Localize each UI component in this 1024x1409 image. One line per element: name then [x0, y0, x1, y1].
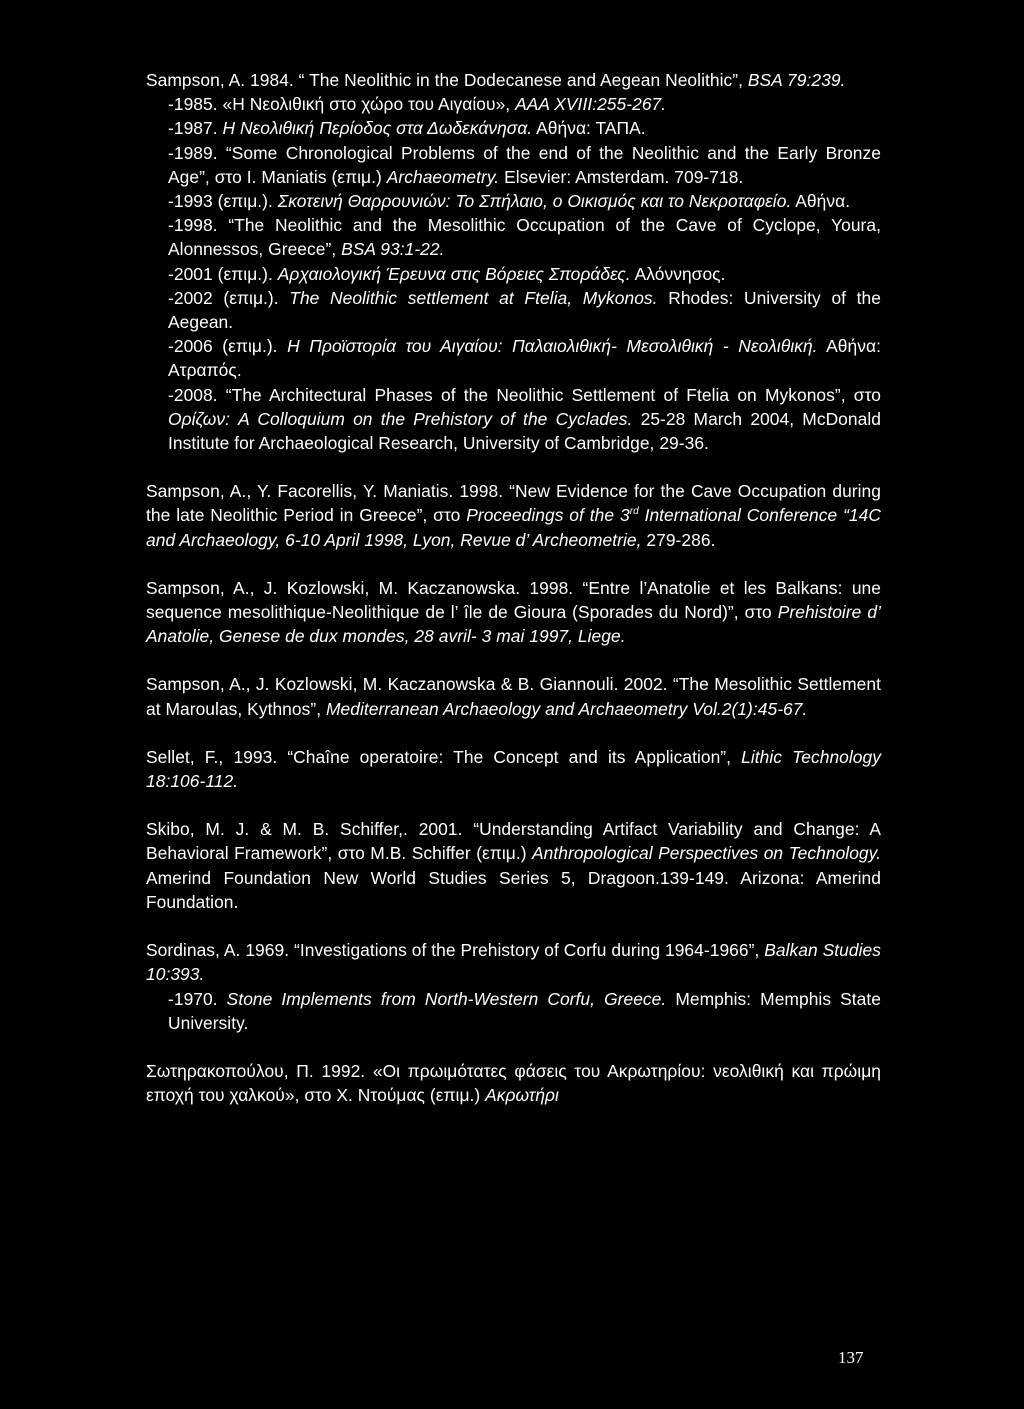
entry-text: Skibo, M. J. & M. B. Schiffer,. 2001. “Understanding Artifact Variability and Change: A Behavioral Framework”, στο M.B. Schiffer (επιμ.) — [146, 819, 881, 864]
bibliography-entry — [146, 938, 881, 986]
entry-text: Σωτηρακοπούλου, Π. 1992. «Οι πρωιμότατες φάσεις του Ακρωτηρίου: νεολιθική και πρώιμη εποχή του χαλκού», στο Χ. Ντούμας (επιμ.) — [146, 1060, 881, 1106]
page-number: 137 — [838, 1348, 864, 1367]
bibliography-entry — [146, 213, 881, 261]
bibliography-entry — [146, 817, 881, 914]
entry-text: Αθήνα: Ατραπός. — [168, 336, 881, 381]
entry-italic-text: The Neolithic settlement at Ftelia, Mykonos. — [289, 287, 658, 308]
entry-italic-text: Αρχαιολογική Έρευνα στις Βόρειες Σποράδες. — [277, 263, 631, 284]
entry-italic-text: ΑΑΑ XVIII:255-267. — [515, 94, 667, 115]
bibliography-entry — [146, 987, 881, 1035]
entry-italic-text: BSA 79:239. — [747, 70, 846, 90]
entry-text: Sampson, A. 1984. “ The Neolithic in the Dodecanese and Aegean Neolithic”, — [146, 70, 748, 90]
entry-text: -2002 (επιμ.). — [168, 287, 290, 308]
entry-text: 25-28 March 2004, McDonald Institute for Archaeological Research, University of Cambridge, 29-36. — [168, 408, 881, 454]
entry-text: Sampson, A., Y. Facorellis, Y. Maniatis. 1998. “New Evidence for the Cave Occupation during the late Neolithic Period in Greece”, στο — [146, 481, 881, 526]
entry-text: -1987. — [168, 118, 223, 139]
bibliography-entry — [146, 334, 881, 382]
entry-italic-text: BSA 93:1-22. — [341, 239, 445, 260]
entry-text: Sellet, F., 1993. “Chaîne operatoire: The Concept and its Application”, — [146, 746, 742, 767]
bibliography-entry — [146, 189, 881, 213]
entry-text: Elsevier: Amsterdam. 709-718. — [499, 166, 744, 187]
entry-text: Sampson, A., J. Kozlowski, M. Kaczanowska. 1998. “Entre l’Anatolie et les Balkans: une sequence mesolithique-Neolithique de l’ île de Gioura (Sporades du Nord)”, στο — [146, 577, 881, 623]
entry-text: -2008. “The Architectural Phases of the Neolithic Settlement of Ftelia on Mykonos”, στο — [168, 384, 881, 405]
entry-italic-text: Σκοτεινή Θαρρουνιών: Το Σπήλαιο, ο Οικισμός και το Νεκροταφείο. — [277, 191, 792, 212]
bibliography-entry — [146, 286, 881, 334]
bibliography-entry — [146, 745, 881, 793]
bibliography-entry — [146, 1059, 881, 1107]
entry-italic-text: Proceedings of the 3 — [466, 505, 630, 526]
entry-text: Αλόννησος. — [630, 263, 726, 284]
bibliography-entry — [146, 262, 881, 286]
bibliography-entry — [146, 116, 881, 140]
entry-italic-text: Prehistoire d’ Anatolie, Genese de dux mondes, 28 avril- 3 mai 1997, Liege. — [146, 602, 881, 647]
bibliography-page — [146, 68, 881, 1107]
entry-text: -1970. — [168, 988, 227, 1009]
bibliography-entry — [146, 672, 881, 720]
bibliography-entry — [146, 92, 881, 116]
entry-text: -2006 (επιμ.). — [168, 336, 288, 357]
entry-text: -1998. “The Neolithic and the Mesolithic Occupation of the Cave of Cyclope, Youra, Alonnessos, Greece”, — [168, 215, 881, 260]
entry-italic-text: Archaeometry. — [386, 166, 500, 187]
entry-italic-text: Ακρωτήρι — [485, 1085, 559, 1106]
entry-italic-text: Η Προϊστορία του Αιγαίου: Παλαιολιθική- Μεσολιθική - Νεολιθική. — [287, 336, 818, 357]
bibliography-entry — [146, 576, 881, 649]
bibliography-entry — [146, 383, 881, 456]
entry-text: Αθήνα: ΤΑΠΑ. — [532, 118, 646, 139]
entry-italic-text: Anthropological Perspectives on Technology. — [532, 843, 881, 864]
entry-text: -1989. “Some Chronological Problems of the end of the Neolithic and the Early Bronze Age”, στο I. Maniatis (επιμ.) — [168, 142, 881, 187]
entry-text: 279-286. — [641, 529, 716, 550]
entry-italic-text: Stone Implements from North-Western Corfu, Greece. — [226, 988, 667, 1009]
entry-text: Memphis: Memphis State University. — [168, 988, 881, 1033]
entry-text: -1993 (επιμ.). — [168, 191, 278, 212]
entry-text: Amerind Foundation New World Studies Series 5, Dragoon.139-149. Arizona: Amerind Foundation. — [146, 867, 881, 912]
entry-italic-text: Balkan Studies 10:393. — [146, 940, 881, 985]
entry-italic-text: Ορίζων: A Colloquium on the Prehistory of the Cyclades. — [168, 408, 633, 429]
entry-italic-text: rd — [629, 506, 639, 518]
entry-text: -2001 (επιμ.). — [168, 263, 278, 284]
entry-text: Sordinas, A. 1969. “Investigations of the Prehistory of Corfu during 1964-1966”, — [146, 940, 765, 961]
bibliography-list — [146, 68, 881, 1107]
entry-italic-text: Mediterranean Archaeology and Archaeometry Vol.2(1):45-67. — [325, 698, 808, 719]
bibliography-entry — [146, 68, 881, 92]
entry-text: -1985. «Η Νεολιθική στο χώρο του Αιγαίου», — [168, 94, 516, 115]
entry-italic-text: International Conference “14C and Archaeology, 6-10 April 1998, Lyon, Revue d’ Archeometrie, — [146, 505, 881, 550]
entry-italic-text: Lithic Technology 18:106-112. — [146, 746, 881, 792]
entry-text: Αθήνα. — [791, 191, 851, 212]
bibliography-entry — [146, 141, 881, 189]
entry-text: Rhodes: University of the Aegean. — [168, 287, 882, 333]
bibliography-entry — [146, 479, 881, 552]
entry-text: Sampson, A., J. Kozlowski, M. Kaczanowska & B. Giannouli. 2002. “The Mesolithic Settlement at Maroulas, Kythnos”, — [146, 674, 881, 719]
entry-italic-text: Η Νεολιθική Περίοδος στα Δωδεκάνησα. — [222, 118, 533, 139]
